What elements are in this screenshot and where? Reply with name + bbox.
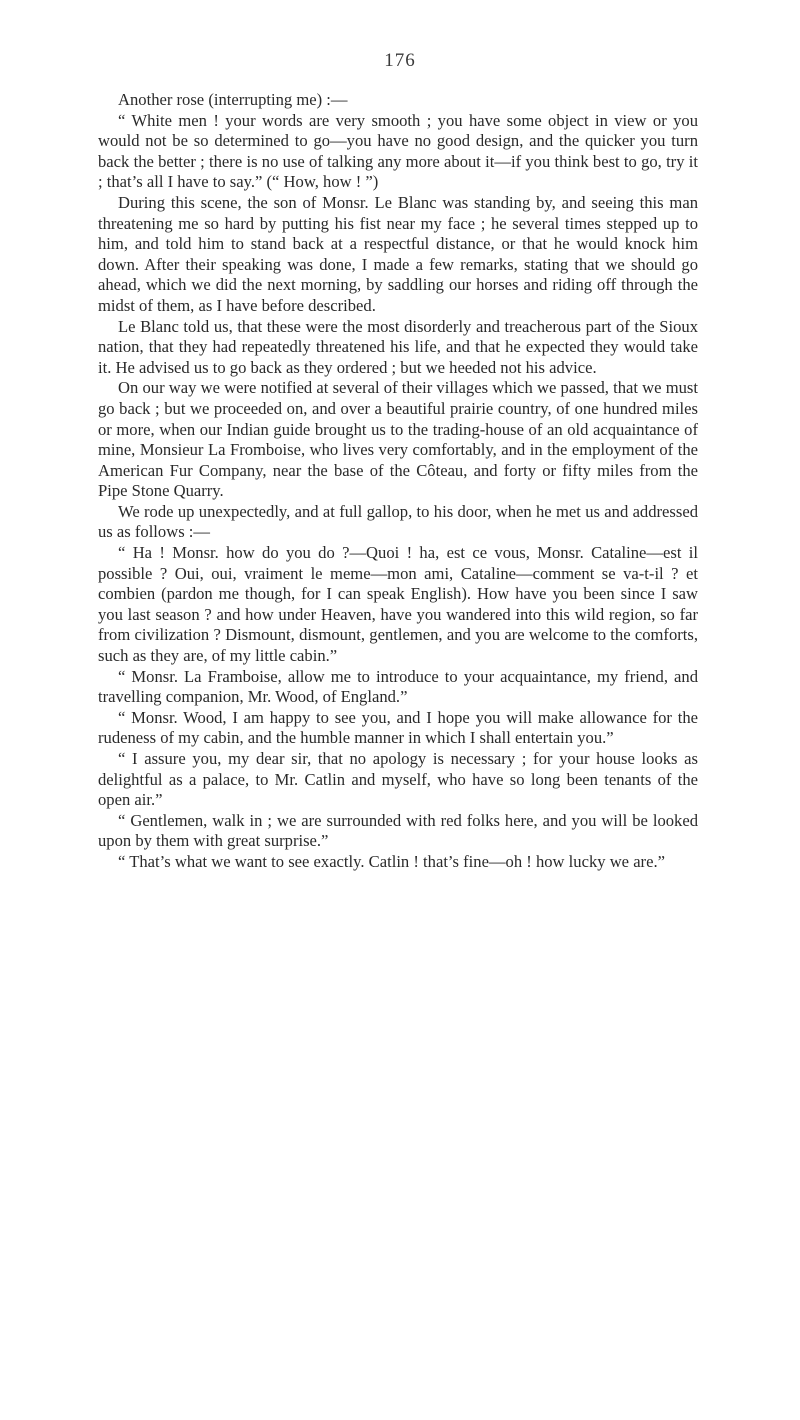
paragraph: “ That’s what we want to see exactly. Catlin ! that’s fine—oh ! how lucky we are.” <box>118 851 665 871</box>
paragraph: “ White men ! your words are very smooth ; you have some object in view or you would not be so determined to go—you have no good design, and the quicker you turn back the better ; there is no use of talking any more about it—if you think best to go, try it ; that’s all I have to say.” (“ How, how ! ”) <box>98 110 698 192</box>
paragraph: Another rose (interrupting me) :— <box>118 90 348 109</box>
paragraph: Le Blanc told us, that these were the most disorderly and treacherous part of the Sioux nation, that they had repeatedly threatened his life, and that he expected they would take it. He advised us to go back as they ordered ; but we heeded not his advice. <box>98 316 698 377</box>
paragraph: “ Monsr. Wood, I am happy to see you, and I hope you will make allowance for the rudeness of my cabin, and the humble manner in which I shall entertain you.” <box>98 707 698 748</box>
paragraph: “ Monsr. La Framboise, allow me to introduce to your acquaintance, my friend, and travelling companion, Mr. Wood, of England.” <box>98 666 698 707</box>
paragraph: “ Gentlemen, walk in ; we are surrounded with red folks here, and you will be looked upon by them with great surprise.” <box>98 810 698 851</box>
paragraph: We rode up unexpectedly, and at full gallop, to his door, when he met us and addressed us as follows :— <box>98 501 698 542</box>
body-text <box>98 90 698 873</box>
paragraph: “ I assure you, my dear sir, that no apology is necessary ; for your house looks as delightful as a palace, to Mr. Catlin and myself, who have so long been tenants of the open air.” <box>98 749 698 810</box>
paragraph: On our way we were notified at several of their villages which we passed, that we must go back ; but we proceeded on, and over a beautiful prairie country, of one hundred miles or more, when our Indian guide brought us to the trading-house of an old acquaintance of mine, Monsieur La Fromboise, who lives very comfortably, and in the employment of the American Fur Company, near the base of the Côteau, and forty or fifty miles from the Pipe Stone Quarry. <box>98 378 698 501</box>
page-number: 176 <box>384 50 416 71</box>
paragraph: “ Ha ! Monsr. how do you do ?—Quoi ! ha, est ce vous, Monsr. Cataline—est il possible ? Oui, oui, vraiment le meme—mon ami, Cataline—comment se va-t-il ? et combien (pardon me though, for I can speak English). How have you been since I saw you last season ? and how under Heaven, have you wandered into this wild region, so far from civilization ? Dismount, dismount, gentlemen, and you are welcome to the comforts, such as they are, of my little cabin.” <box>98 543 698 666</box>
paragraph: During this scene, the son of Monsr. Le Blanc was standing by, and seeing this man threatening me so hard by putting his fist near my face ; he several times stepped up to him, and told him to stand back at a respectful distance, or that he would knock him down. After their speaking was done, I made a few remarks, stating that we should go ahead, which we did the next morning, by saddling our horses and riding off through the midst of them, as I have before described. <box>98 192 698 315</box>
